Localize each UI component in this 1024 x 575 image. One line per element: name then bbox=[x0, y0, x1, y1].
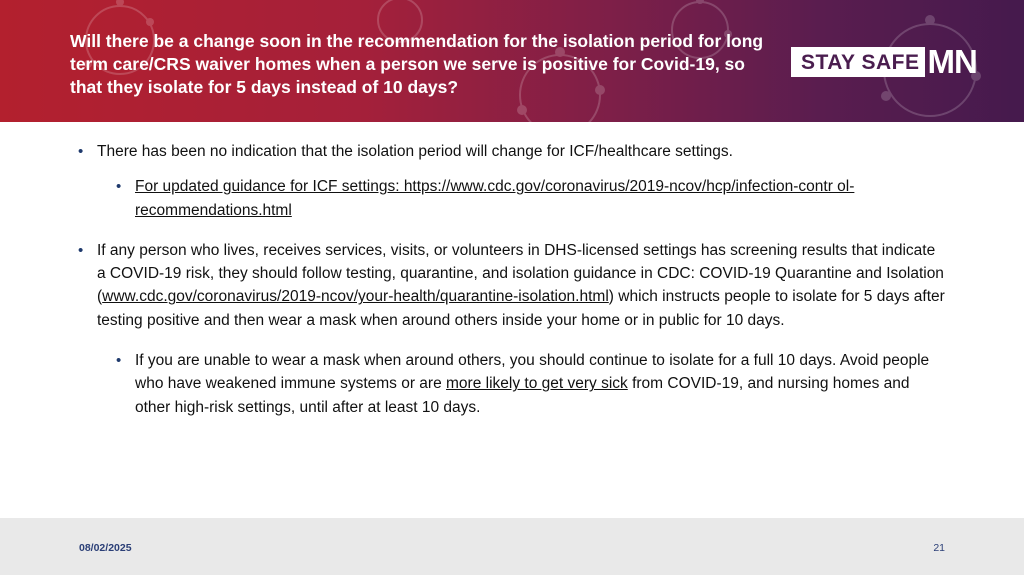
bullet-text-before: If you are unable to wear a mask when around others, you should continue to isolate for a full 10 days. Avoid people who have weakened immune systems or are bbox=[135, 352, 930, 393]
very-sick-link[interactable]: more likely to get very sick bbox=[446, 375, 628, 393]
bullet-icon: • bbox=[78, 241, 84, 259]
slide-footer bbox=[0, 518, 1024, 575]
bullet-text-after: ) which instructs people to isolate for 5 days after testing positive and then wear a mask when around others inside your home or in public for 10 days. bbox=[97, 288, 945, 329]
icf-guidance-link[interactable]: For updated guidance for ICF settings: https://www.cdc.gov/coronavirus/2019-ncov/hcp/infection-contr ol-recommendations.html bbox=[135, 178, 855, 219]
bullet-text-after: from COVID-19, and nursing homes and other high-risk settings, until after at least 10 days. bbox=[135, 375, 910, 416]
sub-bullet-item bbox=[116, 349, 948, 419]
page-number: 21 bbox=[933, 542, 945, 554]
slide-body bbox=[78, 140, 948, 419]
bullet-item bbox=[78, 239, 948, 332]
quarantine-isolation-link[interactable]: www.cdc.gov/coronavirus/2019-ncov/your-health/quarantine-isolation.html bbox=[102, 288, 609, 306]
bullet-icon: • bbox=[116, 352, 122, 370]
slide-title: Will there be a change soon in the recommendation for the isolation period for long term care/CRS waiver homes when a person we serve is positive for Covid-19, so that they isolate for 5 days instead of 10 days? bbox=[70, 31, 764, 97]
footer-date: 08/02/2025 bbox=[79, 542, 132, 554]
bullet-item bbox=[78, 140, 948, 163]
bullet-icon: • bbox=[78, 143, 84, 160]
logo-text: STAY SAFE bbox=[791, 47, 925, 77]
sub-bullet-item bbox=[116, 175, 948, 222]
bullet-icon: • bbox=[116, 178, 122, 196]
stay-safe-mn-logo bbox=[791, 43, 977, 80]
logo-suffix: MN bbox=[927, 43, 977, 80]
header-banner bbox=[0, 0, 1024, 122]
bullet-text: There has been no indication that the isolation period will change for ICF/healthcare settings. bbox=[97, 143, 733, 160]
bullet-text-before: If any person who lives, receives services, visits, or volunteers in DHS-licensed settings has screening results that indicate a COVID-19 risk, they should follow testing, quarantine, and isolation guidance in CDC: COVID-19 Quarantine and Isolation ( bbox=[97, 241, 944, 306]
